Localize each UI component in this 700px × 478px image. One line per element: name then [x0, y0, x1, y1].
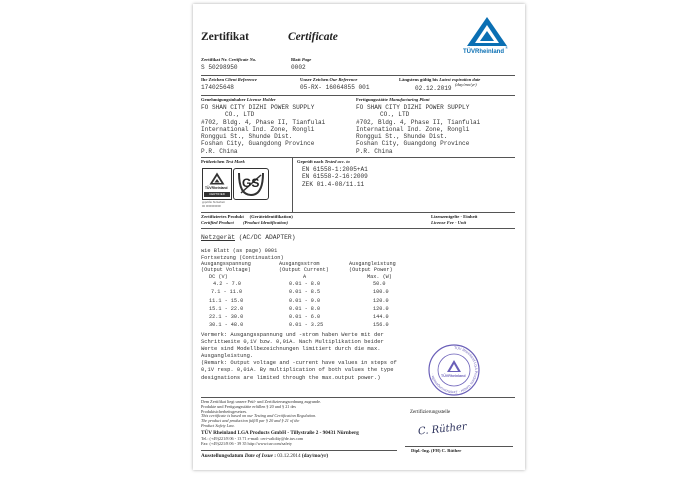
header-cell: Ausgangsspannung: [201, 261, 251, 267]
current-cell: 0.01 - 8.5: [289, 289, 321, 296]
voltage-cell: 22.1 - 30.0: [209, 314, 244, 321]
header-cell: Ausgangsstrom: [279, 261, 320, 267]
legal-line: Product Safety Law.: [201, 422, 235, 428]
remark-line: (Remark: Output voltage and -current have values in steps of: [201, 359, 397, 367]
mark-brand: TÜVRheinland: [205, 186, 228, 190]
address-line: CO., LTD: [225, 111, 255, 119]
registered-mark: ®: [505, 45, 509, 50]
voltage-cell: 7.1 - 11.0: [211, 289, 243, 296]
legal-line: Produktsicherheitsgesetzes.: [201, 408, 248, 414]
address-line: Foshan City, Guangdong Province: [201, 140, 315, 148]
contact-block: [201, 436, 303, 446]
divider: [201, 450, 397, 451]
sheet-value: 0002: [291, 64, 306, 71]
address-line: #702, Bldg. 4, Phase II, Tianfulai: [356, 118, 481, 126]
testmark-label: Prüfzeichen Test Mark: [201, 159, 245, 164]
unit-cell: A: [303, 273, 307, 280]
cert-no-label: Zertifikat Nr. Certificate No.: [201, 57, 257, 62]
power-cell: 144.0: [373, 314, 389, 321]
intro-line: wie Blatt (as page) 0001: [201, 248, 278, 254]
issue-date-value: 03.12.2014: [277, 453, 301, 459]
holder-address: [201, 104, 325, 155]
header-cell: (Output Power): [349, 267, 393, 274]
legal-text: [201, 400, 321, 429]
signature-line: [405, 446, 513, 447]
tuv-mark-triangle-icon: [209, 172, 225, 185]
title-english: Certificate: [288, 31, 338, 43]
gs-caption: geprüfte Sicherheit: [202, 200, 225, 204]
certification-seal: [428, 344, 480, 396]
client-ref-label: Ihr Zeichen Client Reference: [201, 77, 257, 82]
spec-table: [201, 261, 419, 329]
product-name-suffix: (AC/DC ADAPTER): [238, 234, 296, 241]
product-name: [201, 234, 295, 241]
divider: [201, 212, 515, 213]
voltage-cell: 4.2 - 7.0: [213, 281, 242, 288]
current-cell: 0.01 - 8.0: [289, 305, 321, 312]
company-line: TÜV Rheinland LGA Products GmbH - Tillystraße 2 - 90431 Nürnberg: [201, 430, 359, 436]
remark-line: 0,1V resp. 0,01A. By multiplication of both values the type: [201, 366, 394, 374]
address-line: #702, Bldg. 4, Phase II, Tianfulai: [201, 118, 326, 126]
remark-line: Schrittweite 0,1V bzw. 0,01A. Nach Multiplikation beider: [201, 338, 384, 346]
remark-line: Ausgangleistung.: [201, 352, 254, 360]
voltage-cell: 15.1 - 22.0: [209, 305, 244, 312]
valid-format: (day/mo/yr): [455, 82, 477, 87]
certificate-page: [193, 4, 525, 470]
address-line: International Ind. Zone, Rongli: [201, 125, 315, 133]
tuv-test-mark: [202, 168, 232, 200]
product-name-de: Netzgerät: [201, 234, 236, 241]
legal-line: Dem Zertifikat liegt unsere Prüf- und Zertifizierungsordnung zugrunde.: [201, 399, 322, 404]
power-cell: 100.0: [373, 289, 389, 296]
header-cell: (Output Voltage): [201, 267, 251, 274]
issue-date: Ausstellungsdatum Date of Issue : 03.12.2014 (day/mo/yr): [201, 453, 329, 459]
address-line: FO SHAN CITY DIZHI POWER SUPPLY: [356, 104, 470, 111]
seal-brand: TÜVRheinland: [441, 374, 466, 378]
tuv-logo: [465, 16, 509, 58]
signer-name: Dipl.-Ing. (FH) C. Rüther: [411, 448, 462, 453]
cert-no-value: S 50298950: [201, 64, 238, 71]
table-row: [201, 305, 419, 313]
valid-value: 02.12.2019: [415, 85, 452, 92]
client-ref-value: 174025648: [201, 84, 234, 91]
divider: [201, 157, 515, 158]
tested-label: Geprüft nach Tested acc. to: [297, 159, 350, 164]
legal-line: Produkte und Fertigungsstätte erfüllen § 20 und § 21 des: [201, 403, 297, 409]
table-row: [201, 297, 419, 305]
signature: C. Rüther: [417, 421, 468, 438]
power-cell: 156.0: [373, 322, 389, 329]
divider: [201, 397, 515, 398]
divider: [292, 157, 293, 212]
product-intro: [201, 248, 284, 261]
address-line: CO., LTD: [380, 111, 410, 119]
address-line: Ronggui St., Shunde Dist.: [356, 133, 448, 141]
header-cell: (Output Current): [279, 267, 329, 274]
current-cell: 0.01 - 8.0: [289, 281, 321, 288]
voltage-cell: 11.1 - 15.0: [209, 297, 244, 304]
divider: [201, 95, 515, 96]
voltage-cell: 30.1 - 48.0: [209, 322, 244, 329]
our-ref-value: 05-RX- 16064855 001: [300, 84, 370, 91]
seal-icon: [428, 344, 480, 396]
spec-header-row: [201, 267, 419, 273]
gs-letters: GS: [242, 176, 260, 190]
standard-item: EN 61558-1:2005+A1: [302, 166, 368, 173]
plant-label: Fertigungsstätte Manufacturing Plant: [356, 97, 430, 102]
address-line: P.R. China: [201, 147, 238, 155]
remark-line: Werte sind Modellbezeichnungen limitiert durch die max.: [201, 345, 381, 353]
title-german: Zertifikat: [201, 31, 249, 43]
cert-body-label: Zertifizierungsstelle: [410, 410, 451, 415]
header-cell: Ausgangleistung: [349, 261, 396, 267]
standard-item: ZEK 01.4-08/11.11: [302, 180, 365, 188]
sheet-label: Blatt Page: [291, 57, 312, 62]
address-line: International Ind. Zone, Rongli: [356, 125, 470, 133]
table-row: [201, 288, 419, 296]
remark-line: Vermerk: Ausgangsspannung und -strom haben Werte mit der: [201, 331, 384, 338]
standard-item: EN 61558-2-16:2009: [302, 173, 368, 181]
tuv-triangle-icon: [465, 16, 509, 48]
unit-cell: Max. (W): [367, 273, 392, 280]
cert-product-label: Zertifiziertes Produkt (Geräteidentifikation) Certified Product (Product Identification): [201, 214, 293, 225]
intro-line: Fortsetzung (Continuation): [201, 254, 284, 261]
address-line: FO SHAN CITY DIZHI POWER SUPPLY: [201, 104, 315, 111]
power-cell: 120.0: [373, 297, 389, 304]
our-ref-label: Unser Zeichen Our Reference: [300, 77, 358, 82]
plant-address: [356, 104, 480, 155]
divider: [201, 228, 515, 229]
tuv-brand-text: TÜVRheinland: [463, 49, 505, 55]
unit-cell: DC (V): [209, 273, 228, 280]
address-line: Ronggui St., Shunde Dist.: [201, 133, 293, 141]
legal-line: The product and production fulfill par § 20 and § 21 of the: [201, 418, 300, 424]
valid-label: Längstens gültig bis Latest expiration date: [399, 77, 481, 82]
license-fee-label: Lizenzentgelte - Einheit License Fee - Unit: [431, 214, 478, 225]
gs-mark: [233, 168, 269, 200]
contact-line: Fax: (+49)221/8 06 - 39 35 http://www.tuv.com/safety: [201, 441, 292, 446]
tested-standards: [302, 166, 368, 188]
current-cell: 0.01 - 9.0: [289, 297, 321, 304]
mark-id: ID 0000000000: [202, 204, 221, 208]
remark-block: [201, 331, 397, 381]
mark-sub: CERTIFIED: [204, 192, 230, 197]
contact-line: Tel.: (+49)221/8 06 - 13 71 e-mail: cert-validity@de.tuv.com: [201, 436, 304, 441]
remark-line: designations are limited through the max.output power.): [201, 373, 381, 381]
legal-line: This certificate is based on our Testing and Certification Regulation.: [201, 413, 317, 419]
current-cell: 0.01 - 6.0: [289, 314, 321, 321]
address-line: Foshan City, Guangdong Province: [356, 140, 470, 148]
seal-ring-text: TÜV Rheinland LGA Products GmbH · Zertifizierungsstelle ·: [430, 345, 478, 395]
address-line: P.R. China: [356, 147, 393, 155]
table-row: [201, 313, 419, 321]
holder-label: Genehmigungsinhaber License Holder: [201, 97, 276, 102]
power-cell: 50.0: [373, 281, 386, 288]
divider: [201, 75, 515, 76]
table-row: [201, 280, 419, 288]
power-cell: 120.0: [373, 305, 389, 312]
current-cell: 0.01 - 3.25: [289, 322, 324, 329]
table-row: [201, 321, 419, 329]
